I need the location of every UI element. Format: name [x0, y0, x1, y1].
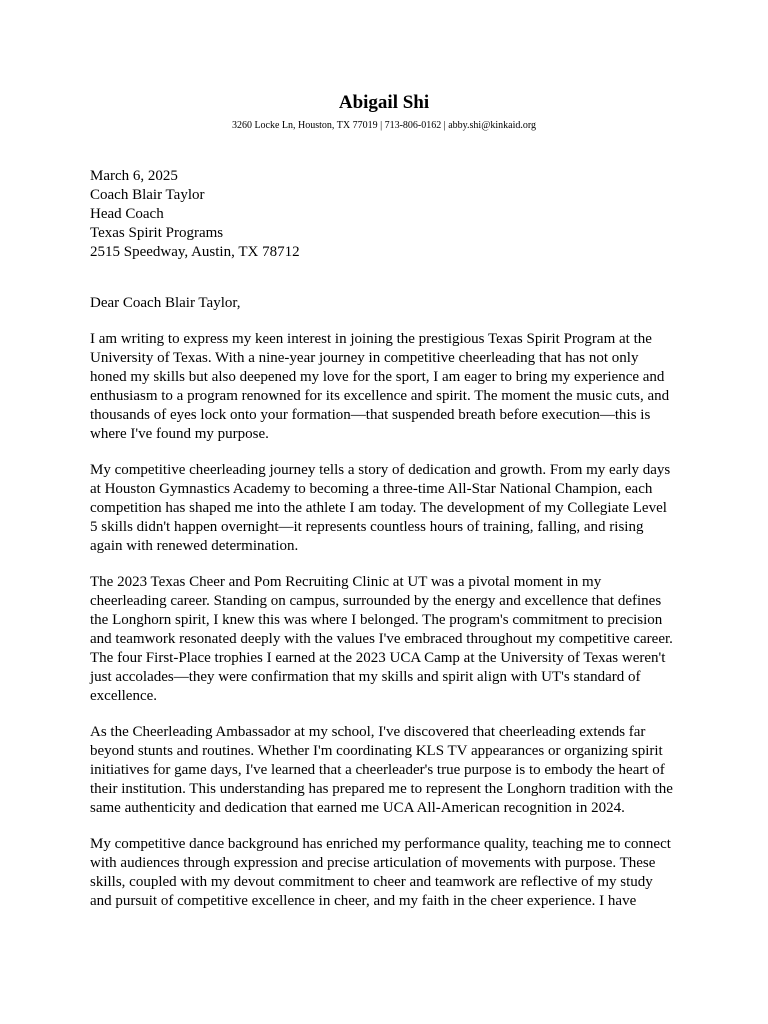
- paragraph-line: skills, coupled with my devout commitment to cheer and teamwork are reflective of my study: [90, 874, 653, 890]
- paragraph-line: 5 skills didn't happen overnight—it represents countless hours of training, falling, and rising: [90, 519, 644, 535]
- body-paragraph: [90, 723, 690, 818]
- letter-body: [90, 330, 690, 928]
- paragraph-line: just accolades—they were confirmation that my skills and spirit align with UT's standard of: [90, 669, 641, 685]
- salutation: Dear Coach Blair Taylor,: [90, 295, 241, 311]
- recipient-address: 2515 Speedway, Austin, TX 78712: [90, 244, 300, 260]
- paragraph-line: My competitive dance background has enriched my performance quality, teaching me to connect: [90, 836, 671, 852]
- paragraph-line: My competitive cheerleading journey tells a story of dedication and growth. From my early days: [90, 462, 671, 478]
- paragraph-line: and teamwork resonated deeply with the values I've embraced throughout my competitive career.: [90, 631, 673, 647]
- paragraph-line: beyond stunts and routines. Whether I'm coordinating KLS TV appearances or organizing spirit: [90, 743, 663, 759]
- body-paragraph: [90, 573, 690, 706]
- letter-date: March 6, 2025: [90, 168, 178, 184]
- paragraph-line: excellence.: [90, 688, 158, 704]
- paragraph-line: initiatives for game days, I've learned that a cheerleader's true purpose is to embody the heart of: [90, 762, 665, 778]
- paragraph-line: As the Cheerleading Ambassador at my school, I've discovered that cheerleading extends far: [90, 724, 646, 740]
- paragraph-line: where I've found my purpose.: [90, 426, 269, 442]
- paragraph-line: and pursuit of competitive excellence in cheer, and my faith in the cheer experience. I have: [90, 893, 637, 909]
- paragraph-line: at Houston Gymnastics Academy to becoming a three-time All-Star National Champion, each: [90, 481, 653, 497]
- paragraph-line: same authenticity and dedication that earned me UCA All-American recognition in 2024.: [90, 800, 625, 816]
- paragraph-line: honed my skills but also deepened my love for the sport, I am eager to bring my experience and: [90, 369, 665, 385]
- paragraph-line: cheerleading career. Standing on campus, surrounded by the energy and excellence that defines: [90, 593, 662, 609]
- body-paragraph: [90, 835, 690, 911]
- body-paragraph: [90, 330, 690, 444]
- paragraph-line: with audiences through expression and precise articulation of movements with purpose. These: [90, 855, 656, 871]
- paragraph-line: University of Texas. With a nine-year journey in competitive cheerleading that has not only: [90, 350, 639, 366]
- sender-contact-info: 3260 Locke Ln, Houston, TX 77019 | 713-806-0162 | abby.shi@kinkaid.org: [231, 120, 537, 131]
- body-paragraph: [90, 461, 690, 556]
- paragraph-line: I am writing to express my keen interest in joining the prestigious Texas Spirit Program at the: [90, 331, 652, 347]
- recipient-title: Head Coach: [90, 206, 164, 222]
- recipient-organization: Texas Spirit Programs: [90, 225, 224, 241]
- paragraph-line: The 2023 Texas Cheer and Pom Recruiting Clinic at UT was a pivotal moment in my: [90, 574, 602, 590]
- sender-name: Abigail Shi: [338, 92, 430, 113]
- paragraph-line: thousands of eyes lock onto your formation—that suspended breath before execution—this is: [90, 407, 651, 423]
- paragraph-line: enthusiasm to a program renowned for its excellence and spirit. The moment the music cuts, and: [90, 388, 670, 404]
- paragraph-line: the Longhorn spirit, I knew this was where I belonged. The program's commitment to precision: [90, 612, 663, 628]
- recipient-address-block: [90, 167, 690, 262]
- paragraph-line: The four First-Place trophies I earned at the 2023 UCA Camp at the University of Texas weren't: [90, 650, 666, 666]
- paragraph-line: their institution. This understanding has prepared me to represent the Longhorn tradition with the: [90, 781, 673, 797]
- paragraph-line: again with renewed determination.: [90, 538, 299, 554]
- paragraph-line: competition has shaped me into the athlete I am today. The development of my Collegiate Level: [90, 500, 667, 516]
- recipient-name: Coach Blair Taylor: [90, 187, 205, 203]
